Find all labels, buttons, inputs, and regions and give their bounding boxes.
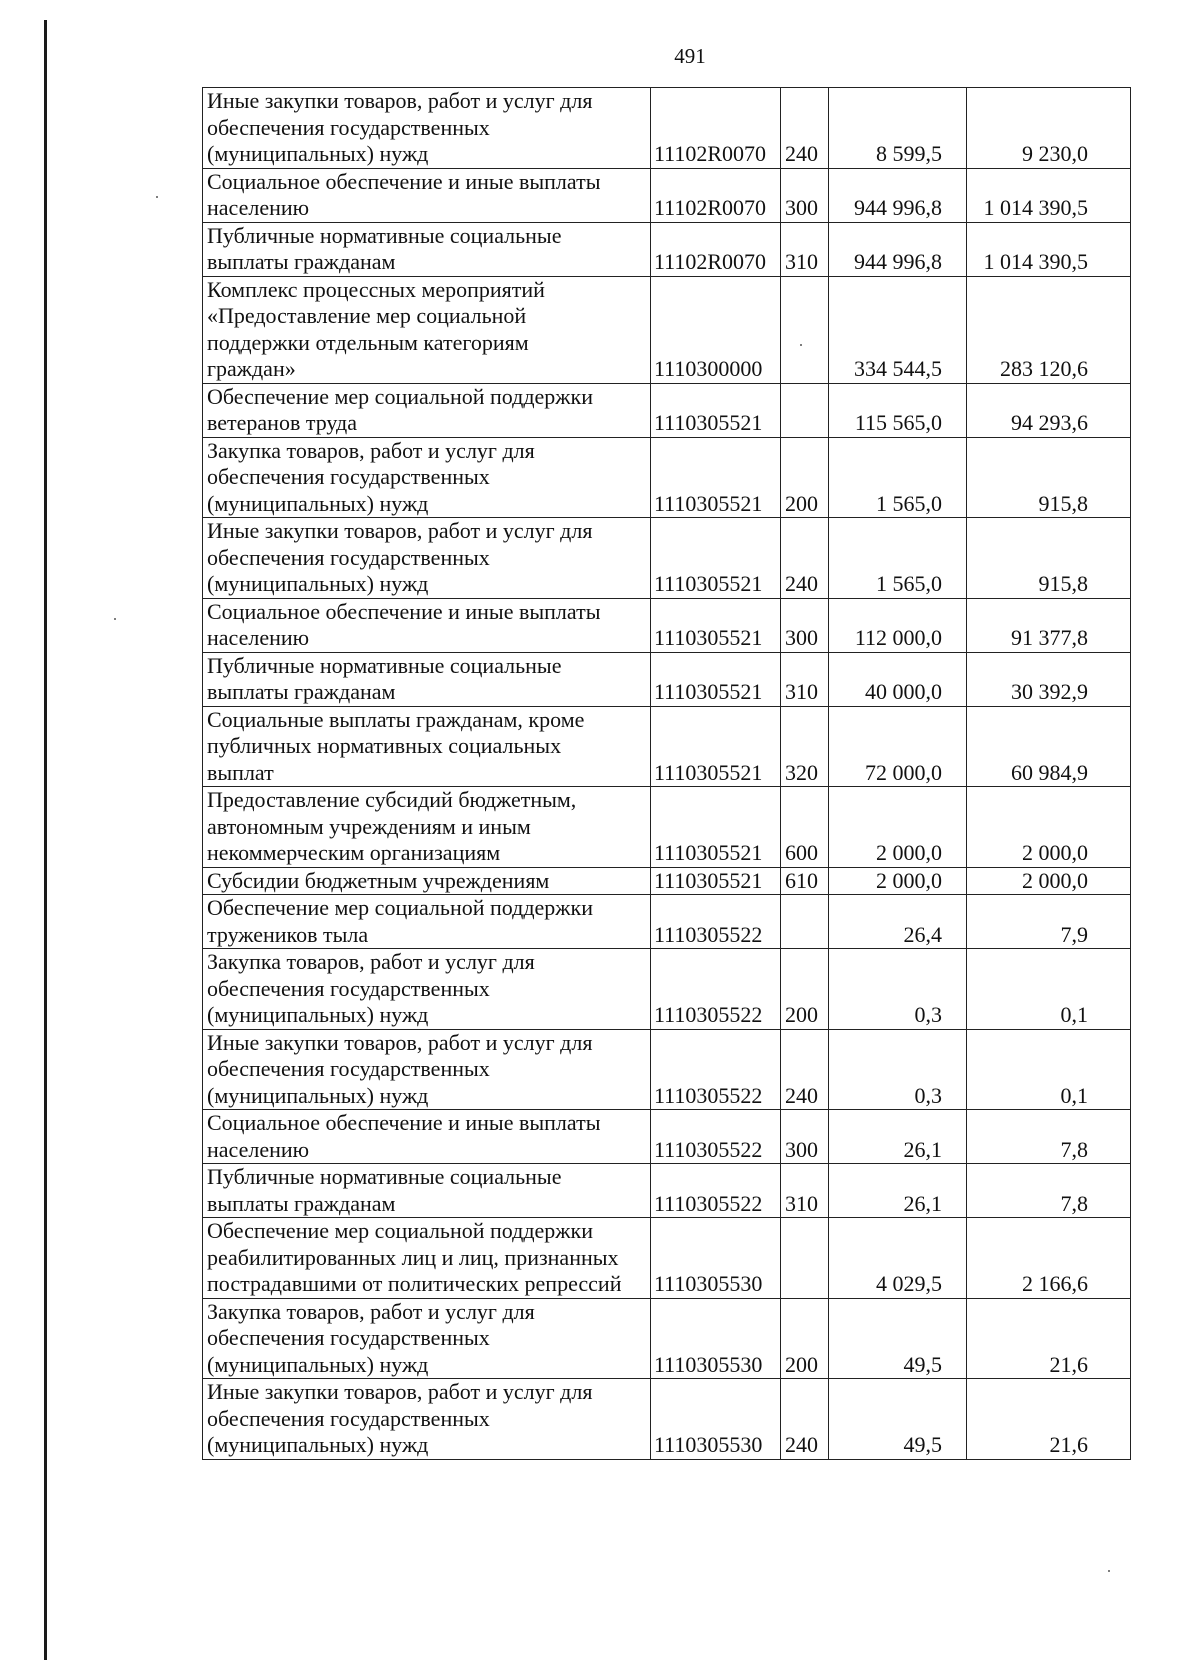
table-row <box>203 867 1131 895</box>
table-row <box>203 88 1131 169</box>
table-row <box>203 518 1131 599</box>
cell-name: Публичные нормативные социальные выплаты гражданам <box>203 652 651 706</box>
cell-expense-type: 300 <box>781 598 829 652</box>
cell-amount-year2: 21,6 <box>967 1379 1131 1460</box>
cell-name: Иные закупки товаров, работ и услуг для обеспечения государственных (муниципальных) нужд <box>203 88 651 169</box>
cell-expense-type: 240 <box>781 518 829 599</box>
cell-amount-year2: 30 392,9 <box>967 652 1131 706</box>
cell-amount-year2: 2 166,6 <box>967 1218 1131 1299</box>
cell-expense-type <box>781 383 829 437</box>
cell-amount-year1: 72 000,0 <box>829 706 967 787</box>
cell-amount-year1: 26,4 <box>829 895 967 949</box>
cell-amount-year2: 7,8 <box>967 1164 1131 1218</box>
cell-name: Социальное обеспечение и иные выплаты населению <box>203 168 651 222</box>
table-row <box>203 168 1131 222</box>
cell-amount-year2: 283 120,6 <box>967 276 1131 383</box>
cell-target-code: 1110305522 <box>651 949 781 1030</box>
cell-amount-year2: 1 014 390,5 <box>967 222 1131 276</box>
cell-target-code: 1110305522 <box>651 1110 781 1164</box>
cell-amount-year1: 1 565,0 <box>829 518 967 599</box>
cell-name: Публичные нормативные социальные выплаты гражданам <box>203 1164 651 1218</box>
cell-name: Иные закупки товаров, работ и услуг для обеспечения государственных (муниципальных) нужд <box>203 1029 651 1110</box>
cell-expense-type: 600 <box>781 787 829 868</box>
cell-amount-year1: 0,3 <box>829 1029 967 1110</box>
table-row <box>203 1218 1131 1299</box>
budget-table-container <box>202 87 1131 1460</box>
cell-amount-year1: 26,1 <box>829 1110 967 1164</box>
cell-amount-year2: 7,9 <box>967 895 1131 949</box>
cell-expense-type: 300 <box>781 168 829 222</box>
cell-amount-year1: 49,5 <box>829 1379 967 1460</box>
cell-expense-type: 320 <box>781 706 829 787</box>
cell-expense-type: 300 <box>781 1110 829 1164</box>
table-row <box>203 276 1131 383</box>
cell-amount-year1: 2 000,0 <box>829 867 967 895</box>
table-row <box>203 706 1131 787</box>
cell-amount-year1: 26,1 <box>829 1164 967 1218</box>
cell-name: Предоставление субсидий бюджетным, автономным учреждениям и иным некоммерческим организациям <box>203 787 651 868</box>
cell-expense-type <box>781 1218 829 1299</box>
cell-amount-year2: 2 000,0 <box>967 787 1131 868</box>
cell-target-code: 1110305521 <box>651 518 781 599</box>
cell-name: Публичные нормативные социальные выплаты гражданам <box>203 222 651 276</box>
cell-amount-year1: 112 000,0 <box>829 598 967 652</box>
cell-amount-year2: 915,8 <box>967 518 1131 599</box>
cell-expense-type: 240 <box>781 1379 829 1460</box>
cell-target-code: 1110305522 <box>651 1029 781 1110</box>
cell-expense-type: 200 <box>781 949 829 1030</box>
cell-target-code: 1110305530 <box>651 1379 781 1460</box>
cell-amount-year1: 944 996,8 <box>829 222 967 276</box>
table-row <box>203 652 1131 706</box>
scan-speck <box>156 196 158 198</box>
cell-expense-type: 610 <box>781 867 829 895</box>
cell-name: Социальное обеспечение и иные выплаты населению <box>203 598 651 652</box>
cell-amount-year2: 1 014 390,5 <box>967 168 1131 222</box>
cell-name: Закупка товаров, работ и услуг для обеспечения государственных (муниципальных) нужд <box>203 437 651 518</box>
budget-table <box>202 87 1131 1460</box>
cell-expense-type: 310 <box>781 652 829 706</box>
table-row <box>203 1029 1131 1110</box>
cell-amount-year2: 91 377,8 <box>967 598 1131 652</box>
cell-target-code: 1110305522 <box>651 895 781 949</box>
cell-amount-year2: 0,1 <box>967 1029 1131 1110</box>
cell-amount-year1: 944 996,8 <box>829 168 967 222</box>
cell-target-code: 1110305521 <box>651 383 781 437</box>
table-row <box>203 1298 1131 1379</box>
cell-amount-year2: 2 000,0 <box>967 867 1131 895</box>
table-row <box>203 598 1131 652</box>
cell-target-code: 1110305530 <box>651 1298 781 1379</box>
cell-target-code: 11102R0070 <box>651 168 781 222</box>
scan-speck <box>800 344 802 346</box>
cell-amount-year1: 1 565,0 <box>829 437 967 518</box>
scan-speck <box>114 618 116 620</box>
page-binding-line <box>44 20 47 1660</box>
cell-expense-type: 200 <box>781 1298 829 1379</box>
cell-amount-year1: 49,5 <box>829 1298 967 1379</box>
cell-expense-type <box>781 276 829 383</box>
cell-name: Закупка товаров, работ и услуг для обеспечения государственных (муниципальных) нужд <box>203 949 651 1030</box>
cell-target-code: 1110305521 <box>651 787 781 868</box>
cell-amount-year1: 4 029,5 <box>829 1218 967 1299</box>
cell-amount-year1: 40 000,0 <box>829 652 967 706</box>
cell-expense-type: 310 <box>781 222 829 276</box>
cell-target-code: 1110305521 <box>651 867 781 895</box>
cell-amount-year2: 21,6 <box>967 1298 1131 1379</box>
cell-target-code: 1110300000 <box>651 276 781 383</box>
table-row <box>203 383 1131 437</box>
cell-name: Иные закупки товаров, работ и услуг для обеспечения государственных (муниципальных) нужд <box>203 518 651 599</box>
cell-target-code: 1110305521 <box>651 598 781 652</box>
cell-name: Иные закупки товаров, работ и услуг для обеспечения государственных (муниципальных) нужд <box>203 1379 651 1460</box>
cell-expense-type <box>781 895 829 949</box>
cell-target-code: 11102R0070 <box>651 222 781 276</box>
cell-name: Социальное обеспечение и иные выплаты населению <box>203 1110 651 1164</box>
cell-amount-year1: 8 599,5 <box>829 88 967 169</box>
cell-name: Закупка товаров, работ и услуг для обеспечения государственных (муниципальных) нужд <box>203 1298 651 1379</box>
cell-expense-type: 240 <box>781 1029 829 1110</box>
cell-amount-year2: 0,1 <box>967 949 1131 1030</box>
cell-name: Обеспечение мер социальной поддержки реабилитированных лиц и лиц, признанных пострадавшими от политических репрессий <box>203 1218 651 1299</box>
budget-table-body <box>203 88 1131 1460</box>
cell-name: Комплекс процессных мероприятий «Предоставление мер социальной поддержки отдельным категориям граждан» <box>203 276 651 383</box>
table-row <box>203 895 1131 949</box>
cell-expense-type: 200 <box>781 437 829 518</box>
cell-target-code: 1110305521 <box>651 437 781 518</box>
cell-expense-type: 240 <box>781 88 829 169</box>
page-number: 491 <box>674 44 706 68</box>
table-row <box>203 222 1131 276</box>
cell-amount-year2: 9 230,0 <box>967 88 1131 169</box>
cell-target-code: 1110305521 <box>651 706 781 787</box>
table-row <box>203 1110 1131 1164</box>
table-row <box>203 787 1131 868</box>
cell-name: Субсидии бюджетным учреждениям <box>203 867 651 895</box>
cell-expense-type: 310 <box>781 1164 829 1218</box>
table-row <box>203 1164 1131 1218</box>
cell-amount-year1: 0,3 <box>829 949 967 1030</box>
table-row <box>203 949 1131 1030</box>
scan-speck <box>1108 1570 1110 1572</box>
cell-target-code: 1110305522 <box>651 1164 781 1218</box>
cell-amount-year1: 334 544,5 <box>829 276 967 383</box>
cell-amount-year2: 7,8 <box>967 1110 1131 1164</box>
cell-name: Социальные выплаты гражданам, кроме публичных нормативных социальных выплат <box>203 706 651 787</box>
cell-target-code: 11102R0070 <box>651 88 781 169</box>
cell-target-code: 1110305521 <box>651 652 781 706</box>
cell-name: Обеспечение мер социальной поддержки ветеранов труда <box>203 383 651 437</box>
table-row <box>203 437 1131 518</box>
cell-name: Обеспечение мер социальной поддержки тружеников тыла <box>203 895 651 949</box>
cell-amount-year1: 115 565,0 <box>829 383 967 437</box>
cell-target-code: 1110305530 <box>651 1218 781 1299</box>
table-row <box>203 1379 1131 1460</box>
cell-amount-year1: 2 000,0 <box>829 787 967 868</box>
cell-amount-year2: 60 984,9 <box>967 706 1131 787</box>
cell-amount-year2: 94 293,6 <box>967 383 1131 437</box>
cell-amount-year2: 915,8 <box>967 437 1131 518</box>
